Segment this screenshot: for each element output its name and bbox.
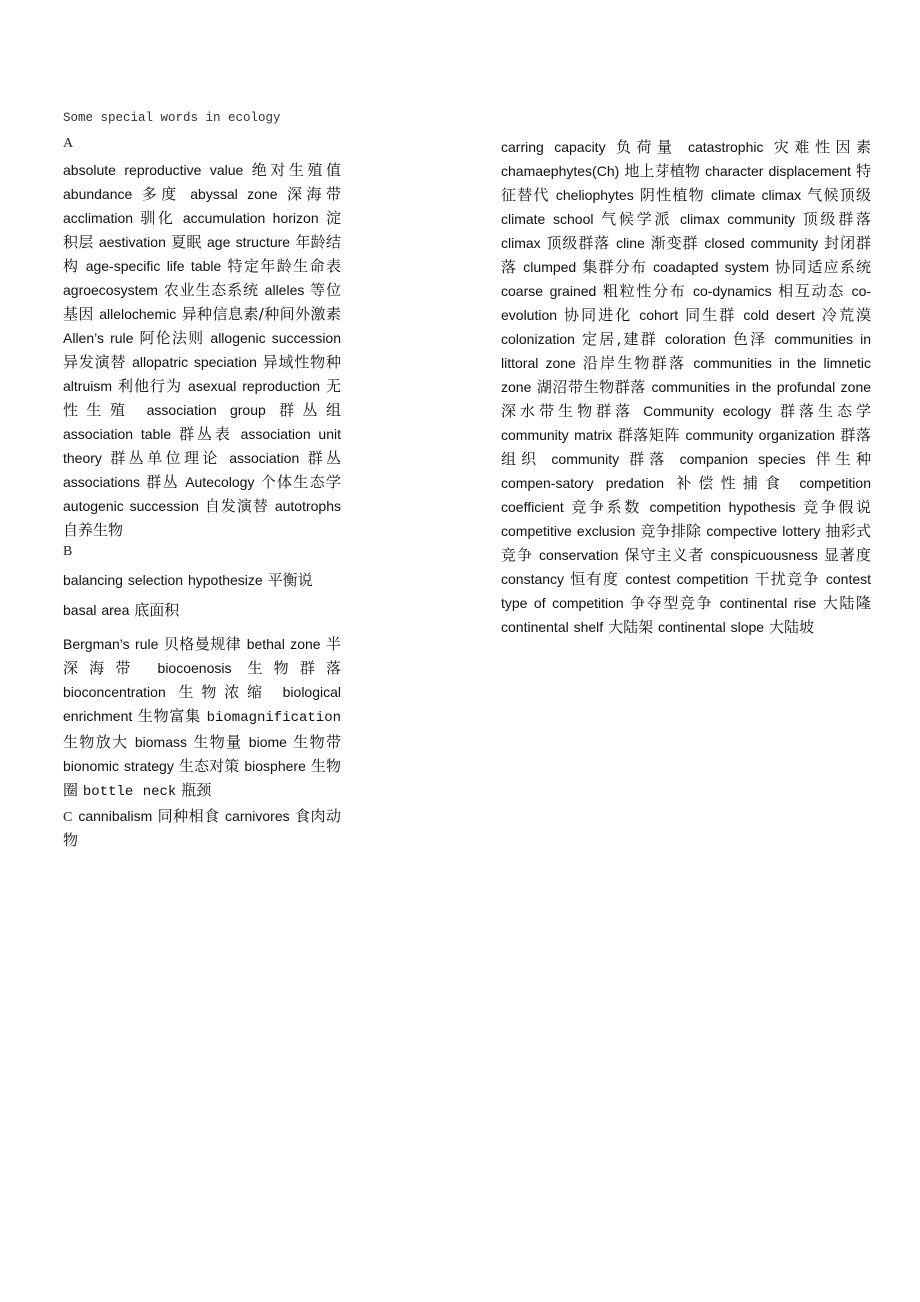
term-chinese: 顶级群落 — [546, 234, 611, 252]
term-english: community matrix — [501, 427, 613, 443]
term-chinese: 竞争排除 — [640, 522, 702, 540]
glossary-entry — [501, 139, 678, 155]
term-english: coloration — [665, 331, 726, 347]
glossary-entry — [63, 636, 241, 652]
glossary-entry — [158, 660, 341, 676]
term-chinese: 特定年龄生命表 — [227, 257, 341, 275]
term-english: Community ecology — [643, 403, 772, 419]
term-english: contest type of competition — [501, 571, 872, 611]
glossary-entry — [680, 211, 871, 227]
term-english: alleles — [264, 282, 305, 298]
glossary-entry — [680, 451, 871, 467]
term-chinese: 伴生种 — [815, 450, 871, 468]
term-chinese: 协同进化 — [564, 306, 633, 324]
term-english: contest competition — [625, 571, 749, 587]
term-chinese: 地上芽植物 — [624, 162, 701, 180]
term-english: continental slope — [657, 619, 765, 635]
term-english: association — [229, 450, 300, 466]
glossary-entry — [539, 547, 705, 563]
glossary-entry — [556, 187, 705, 203]
term-chinese: 竞争假说 — [803, 498, 872, 516]
term-english: association unit theory — [63, 426, 341, 466]
glossary-entry — [743, 307, 871, 323]
term-english: cohort — [639, 307, 679, 323]
glossary-entry — [86, 258, 341, 274]
term-chinese: 群丛组 — [279, 401, 341, 419]
term-english: acclimation — [63, 210, 134, 226]
term-chinese: 年龄结构 — [63, 233, 341, 275]
glossary-entry — [78, 808, 219, 824]
term-english: competition coefficient — [501, 475, 871, 515]
term-chinese: 异发演替 — [63, 353, 127, 371]
term-chinese: 顶级群落 — [802, 210, 871, 228]
term-english: climax community — [679, 211, 795, 227]
term-english: bethal zone — [246, 636, 321, 652]
glossary-entry — [147, 402, 341, 418]
term-english: continental shelf — [501, 619, 604, 635]
term-chinese: 自养生物 — [63, 521, 124, 539]
term-chinese: 平衡说 — [267, 571, 313, 589]
term-chinese: 生物浓缩 — [178, 683, 270, 701]
term-english: Bergman’s rule — [63, 636, 159, 652]
glossary-entry — [688, 139, 871, 155]
glossary-entry — [501, 571, 619, 587]
glossary-entry — [658, 619, 814, 635]
term-english: biomagnification — [206, 710, 342, 726]
term-chinese: 群落组织 — [501, 426, 871, 468]
term-chinese: 群丛单位理论 — [110, 449, 221, 467]
glossary-entry — [665, 331, 767, 347]
glossary-entry — [63, 378, 182, 394]
glossary-entry — [63, 282, 259, 298]
term-english: balancing selection hypothesize — [63, 572, 263, 588]
term-english: catastrophic — [688, 139, 764, 155]
term-english: abundance — [63, 186, 133, 202]
term-chinese: 驯化 — [140, 209, 176, 227]
term-chinese: 利他行为 — [117, 377, 183, 395]
term-chinese: 瓶颈 — [181, 781, 212, 799]
glossary-entry — [501, 283, 686, 299]
term-chinese: 半深海带 — [63, 635, 341, 677]
section-a-paragraph — [63, 158, 341, 542]
term-chinese: 生态对策 — [178, 757, 240, 775]
glossary-entry — [616, 235, 698, 251]
term-english: biome — [248, 734, 287, 750]
glossary-entry — [249, 734, 341, 750]
term-chinese: 补偿性捕食 — [676, 474, 788, 492]
glossary-entry — [99, 306, 341, 322]
glossary-entry — [501, 163, 700, 179]
glossary-entry — [99, 234, 202, 250]
term-chinese: 等位基因 — [63, 281, 342, 323]
section-letter-c: C — [63, 810, 73, 825]
term-chinese: 灾难性因素 — [773, 138, 872, 156]
term-chinese: 生物群落 — [247, 659, 341, 677]
term-english: companion species — [679, 451, 806, 467]
right-column-paragraph — [501, 135, 871, 639]
section-b-paragraph-1 — [63, 568, 341, 592]
term-english: cold desert — [743, 307, 815, 323]
glossary-entry — [63, 210, 175, 226]
term-chinese: 大陆坡 — [768, 618, 814, 636]
term-chinese: 夏眠 — [171, 233, 202, 251]
term-english: climate school — [501, 211, 594, 227]
term-chinese: 淀积层 — [63, 209, 342, 251]
term-english: conservation — [539, 547, 619, 563]
term-chinese: 底面积 — [134, 601, 180, 619]
term-english: associations — [63, 474, 141, 490]
term-english: communities in littoral zone — [501, 331, 871, 371]
section-letter-b: B — [63, 544, 73, 559]
term-chinese: 群丛 — [146, 473, 179, 491]
glossary-entry — [501, 331, 658, 347]
term-english: allopatric speciation — [132, 354, 257, 370]
term-english: cline — [616, 235, 645, 251]
term-chinese: 大陆隆 — [822, 594, 872, 612]
term-english: cannibalism — [78, 808, 153, 824]
term-english: biomass — [134, 734, 188, 750]
term-chinese: 负荷量 — [616, 138, 678, 156]
term-chinese: 生物圈 — [63, 757, 341, 799]
term-english: bionomic strategy — [63, 758, 174, 774]
term-chinese: 集群分布 — [582, 258, 648, 276]
term-chinese: 气候顶级 — [807, 186, 871, 204]
term-chinese: 渐变群 — [650, 234, 699, 252]
term-chinese: 争夺型竞争 — [630, 594, 714, 612]
term-english: co-dynamics — [692, 283, 772, 299]
glossary-entry — [83, 782, 211, 798]
section-c-paragraph — [63, 804, 341, 852]
glossary-entry — [693, 283, 845, 299]
term-chinese: 竞争系数 — [571, 498, 642, 516]
term-chinese: 生物放大 — [63, 733, 129, 751]
term-english: compen-satory predation — [501, 475, 665, 491]
term-english: communities in the profundal zone — [651, 379, 872, 395]
term-chinese: 农业生态系统 — [163, 281, 259, 299]
glossary-entry — [63, 426, 233, 442]
right-column — [501, 135, 871, 639]
glossary-entry — [63, 474, 179, 490]
glossary-entry — [720, 595, 871, 611]
term-english: aestivation — [98, 234, 166, 250]
term-chinese: 冷荒漠 — [821, 306, 872, 324]
term-english: accumulation horizon — [182, 210, 319, 226]
term-english: allelochemic — [99, 306, 177, 322]
glossary-entry — [63, 162, 341, 178]
term-chinese: 协同适应系统 — [775, 258, 872, 276]
term-chinese: 个体生态学 — [260, 473, 342, 491]
glossary-entry — [63, 498, 269, 514]
term-english: age structure — [207, 234, 291, 250]
term-english: communities in the limnetic zone — [501, 355, 872, 395]
term-english: constancy — [501, 571, 565, 587]
term-chinese: 群落生态学 — [779, 402, 872, 420]
glossary-entry — [653, 259, 871, 275]
glossary-entry — [501, 475, 787, 491]
term-english: association group — [146, 402, 266, 418]
glossary-entry — [63, 330, 204, 346]
term-english: altruism — [63, 378, 113, 394]
term-english: conspicuousness — [710, 547, 818, 563]
term-english: biocoenosis — [157, 660, 232, 676]
glossary-entry — [501, 235, 610, 251]
glossary-entry — [643, 403, 871, 419]
glossary-entry — [711, 187, 871, 203]
term-chinese: 深海带 — [286, 185, 342, 203]
term-chinese: 同生群 — [685, 306, 737, 324]
glossary-entry — [135, 734, 243, 750]
term-chinese: 阴性植物 — [639, 186, 705, 204]
term-chinese: 贝格曼规律 — [163, 635, 242, 653]
term-chinese: 同种相食 — [157, 807, 220, 825]
term-english: cheliophytes — [555, 187, 634, 203]
glossary-entry — [551, 451, 669, 467]
term-english: compective lottery — [706, 523, 821, 539]
term-chinese: 深水带生物群落 — [501, 402, 635, 420]
term-english: asexual reproduction — [188, 378, 321, 394]
term-english: colonization — [501, 331, 575, 347]
glossary-entry — [501, 619, 653, 635]
section-c-entries — [63, 808, 341, 848]
term-chinese: 保守主义者 — [624, 546, 705, 564]
glossary-entry — [229, 450, 341, 466]
term-english: community organization — [685, 427, 835, 443]
term-chinese: 显著度 — [823, 546, 871, 564]
term-english: carnivores — [225, 808, 290, 824]
glossary-entry — [711, 547, 871, 563]
term-chinese: 多度 — [141, 185, 181, 203]
term-english: continental rise — [719, 595, 817, 611]
term-chinese: 生物量 — [193, 733, 243, 751]
section-b-paragraph-3 — [63, 632, 341, 804]
glossary-entry — [185, 474, 341, 490]
term-chinese: 色泽 — [732, 330, 768, 348]
term-chinese: 食肉动物 — [63, 807, 341, 849]
term-english: character displacement — [705, 163, 851, 179]
term-english: climax — [501, 235, 541, 251]
term-chinese: 群丛 — [307, 449, 341, 467]
term-chinese: 群落矩阵 — [617, 426, 681, 444]
term-english: biosphere — [244, 758, 306, 774]
term-english: autotrophs — [274, 498, 341, 514]
term-english: Allen’s rule — [63, 330, 134, 346]
term-english: abyssal zone — [190, 186, 278, 202]
term-chinese: 干扰竞争 — [754, 570, 820, 588]
term-english: co-evolution — [501, 283, 872, 323]
term-english: allogenic succession — [210, 330, 342, 346]
term-chinese: 沿岸生物群落 — [582, 354, 687, 372]
term-chinese: 异域性物种 — [262, 353, 341, 371]
document-title: Some special words in ecology — [63, 111, 281, 125]
term-chinese: 恒有度 — [570, 570, 620, 588]
term-chinese: 大陆架 — [608, 618, 654, 636]
glossary-entry — [132, 354, 341, 370]
term-english: basal area — [63, 602, 130, 618]
term-english: bioconcentration — [63, 684, 166, 700]
glossary-entry — [501, 427, 680, 443]
term-chinese: 粗粒性分布 — [602, 282, 687, 300]
term-chinese: 封闭群落 — [501, 234, 872, 276]
glossary-entry — [63, 684, 270, 700]
term-english: Autecology — [185, 474, 255, 490]
glossary-entry — [501, 211, 672, 227]
glossary-entry — [63, 186, 181, 202]
term-chinese: 绝对生殖值 — [251, 161, 341, 179]
term-chinese: 相互动态 — [778, 282, 845, 300]
term-chinese: 群落 — [629, 450, 670, 468]
term-english: chamaephytes(Ch) — [501, 163, 620, 179]
term-english: coadapted system — [653, 259, 769, 275]
glossary-entry — [639, 307, 736, 323]
left-column — [63, 110, 341, 852]
term-english: agroecosystem — [63, 282, 158, 298]
term-english: biological enrichment — [63, 684, 342, 724]
term-chinese: 气候学派 — [601, 210, 673, 228]
term-english: coarse grained — [501, 283, 597, 299]
glossary-entry — [63, 602, 179, 618]
term-chinese: 湖沼带生物群落 — [536, 378, 646, 396]
term-english: association table — [63, 426, 172, 442]
term-chinese: 阿伦法则 — [139, 329, 205, 347]
term-chinese: 异种信息素/种间外激素 — [181, 305, 341, 323]
term-english: competition hypothesis — [649, 499, 796, 515]
glossary-entry — [190, 186, 341, 202]
section-b-paragraph-2 — [63, 598, 341, 622]
term-english: absolute reproductive value — [63, 162, 244, 178]
section-letter-a: A — [63, 136, 74, 151]
term-english: carring capacity — [501, 139, 606, 155]
term-chinese: 定居,建群 — [582, 330, 658, 348]
glossary-entry — [625, 571, 819, 587]
term-chinese: 群丛表 — [179, 425, 233, 443]
term-english: community — [551, 451, 620, 467]
term-chinese: 生物富集 — [137, 707, 201, 725]
term-english: bottle neck — [82, 784, 177, 800]
glossary-entry — [523, 259, 647, 275]
term-chinese: 自发演替 — [204, 497, 269, 515]
term-english: climate climax — [710, 187, 802, 203]
glossary-entry — [63, 758, 239, 774]
term-english: autogenic succession — [63, 498, 199, 514]
glossary-entry — [501, 523, 701, 539]
term-chinese: 抽彩式竞争 — [501, 522, 871, 564]
glossary-entry — [649, 499, 871, 515]
term-english: age-specific life table — [85, 258, 222, 274]
term-english: clumped — [523, 259, 577, 275]
term-english: competitive exclusion — [501, 523, 636, 539]
term-chinese: 生物带 — [293, 733, 342, 751]
term-chinese: 无性生殖 — [63, 377, 342, 419]
glossary-entry — [63, 572, 313, 588]
term-chinese: 特征替代 — [501, 162, 871, 204]
term-english: closed community — [704, 235, 819, 251]
